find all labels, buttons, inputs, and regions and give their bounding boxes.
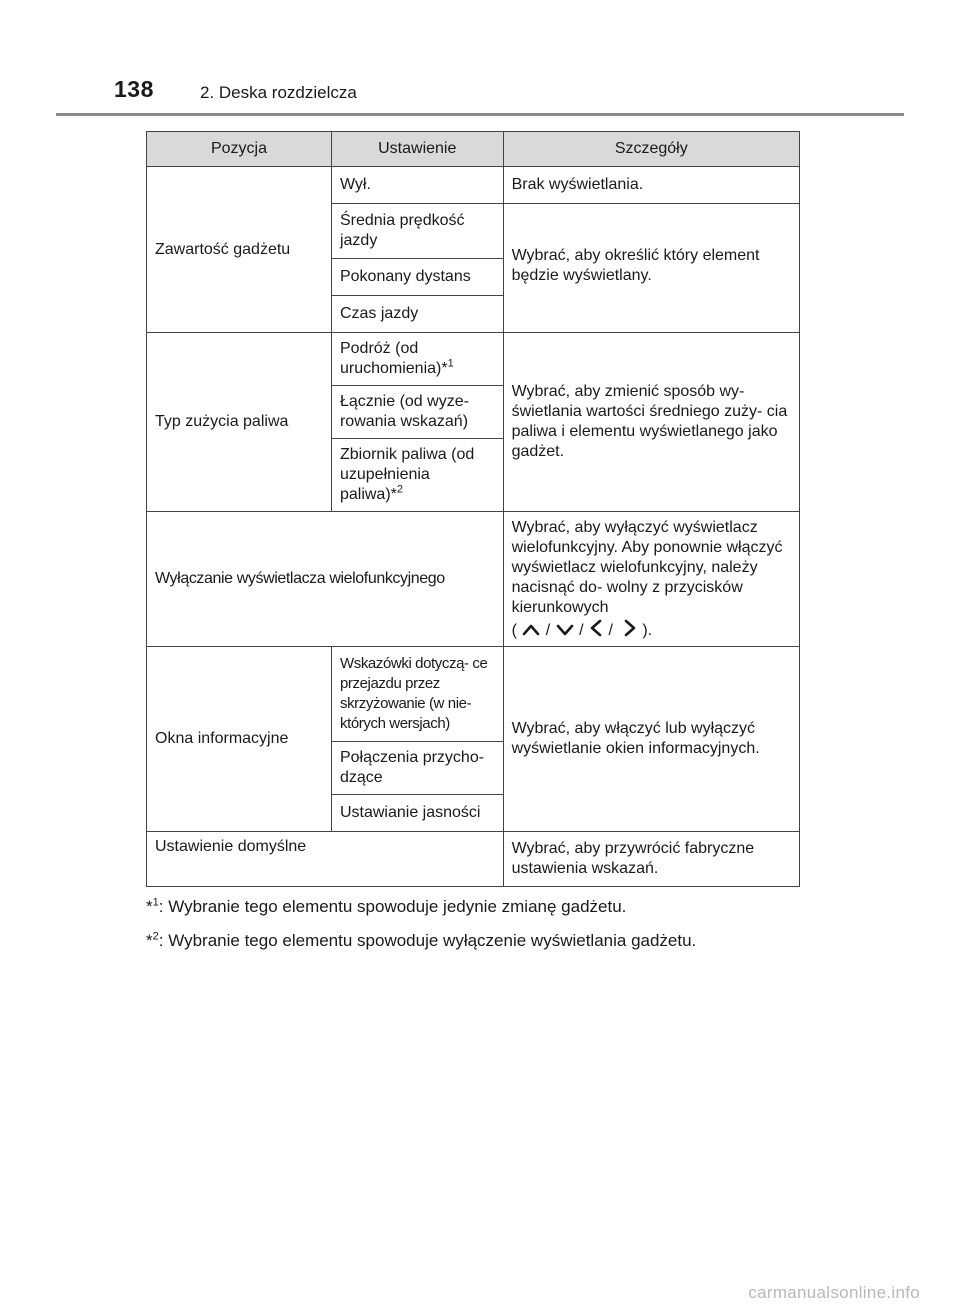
header-rule (56, 113, 904, 116)
chevron-down-icon (555, 622, 575, 638)
footnote-2: *$^2$: Wybranie tego elementu spowoduje wyłączenie wyświetlania gadżetu. (146, 930, 697, 950)
position-cell: Okna informacyjne (147, 647, 332, 832)
column-header-details: Szczegóły (503, 132, 799, 167)
column-header-setting: Ustawienie (331, 132, 503, 167)
chevron-up-icon (521, 622, 541, 638)
setting-cell: Podróż (od uruchomienia)*$^1$ (331, 333, 503, 386)
page-number: 138 (114, 76, 154, 102)
details-cell: Wybrać, aby wyłączyć wyświetlacz wielofunkcyjny. Aby ponownie włączyć wyświetlacz wielofunkcyjny, należy nacisnąć do- wolny z przycisków kierunkowych ( / / / ). (503, 512, 799, 647)
table-header-row (147, 132, 800, 167)
setting-cell: Zbiornik paliwa (od uzupełnienia paliwa)*$^2$ (331, 439, 503, 512)
position-cell: Zawartość gadżetu (147, 167, 332, 333)
setting-cell: Pokonany dystans (331, 259, 503, 296)
table-row (147, 512, 800, 647)
details-cell: Brak wyświetlania. (503, 167, 799, 204)
chevron-left-icon (588, 618, 604, 638)
setting-cell: Wskazówki dotyczą- ce przejazdu przez skrzyżowanie (w nie- których wersjach) (331, 647, 503, 742)
footnote-1: *$^1$: Wybranie tego elementu spowoduje jedynie zmianę gadżetu. (146, 896, 627, 916)
details-cell: Wybrać, aby zmienić sposób wy- świetlania wartości średniego zuży- cia paliwa i elementu wyświetlanego jako gadżet. (503, 333, 799, 512)
setting-cell: Połączenia przycho- dzące (331, 742, 503, 795)
footnotes (146, 895, 846, 963)
setting-cell: Wył. (331, 167, 503, 204)
table-row (147, 333, 800, 386)
position-cell: Wyłączanie wyświetlacza wielofunkcyjnego (147, 512, 504, 647)
settings-table (146, 131, 800, 887)
setting-cell: Średnia prędkość jazdy (331, 204, 503, 259)
section-title: 2. Deska rozdzielcza (200, 83, 357, 102)
setting-cell: Łącznie (od wyze- rowania wskazań) (331, 386, 503, 439)
direction-buttons: ( / / / ). (512, 622, 653, 639)
table-row (147, 167, 800, 204)
setting-cell: Ustawianie jasności (331, 795, 503, 832)
details-cell: Wybrać, aby włączyć lub wyłączyć wyświetlanie okien informacyjnych. (503, 647, 799, 832)
watermark: carmanualsonline.info (748, 1283, 920, 1302)
table-row (147, 647, 800, 742)
details-cell: Wybrać, aby określić który element będzie wyświetlany. (503, 204, 799, 333)
column-header-position: Pozycja (147, 132, 332, 167)
page-header (0, 0, 960, 120)
table-row (147, 832, 800, 887)
position-cell: Ustawienie domyślne (147, 832, 504, 887)
chevron-right-icon (622, 618, 638, 638)
setting-cell: Czas jazdy (331, 296, 503, 333)
position-cell: Typ zużycia paliwa (147, 333, 332, 512)
details-cell: Wybrać, aby przywrócić fabryczne ustawienia wskazań. (503, 832, 799, 887)
